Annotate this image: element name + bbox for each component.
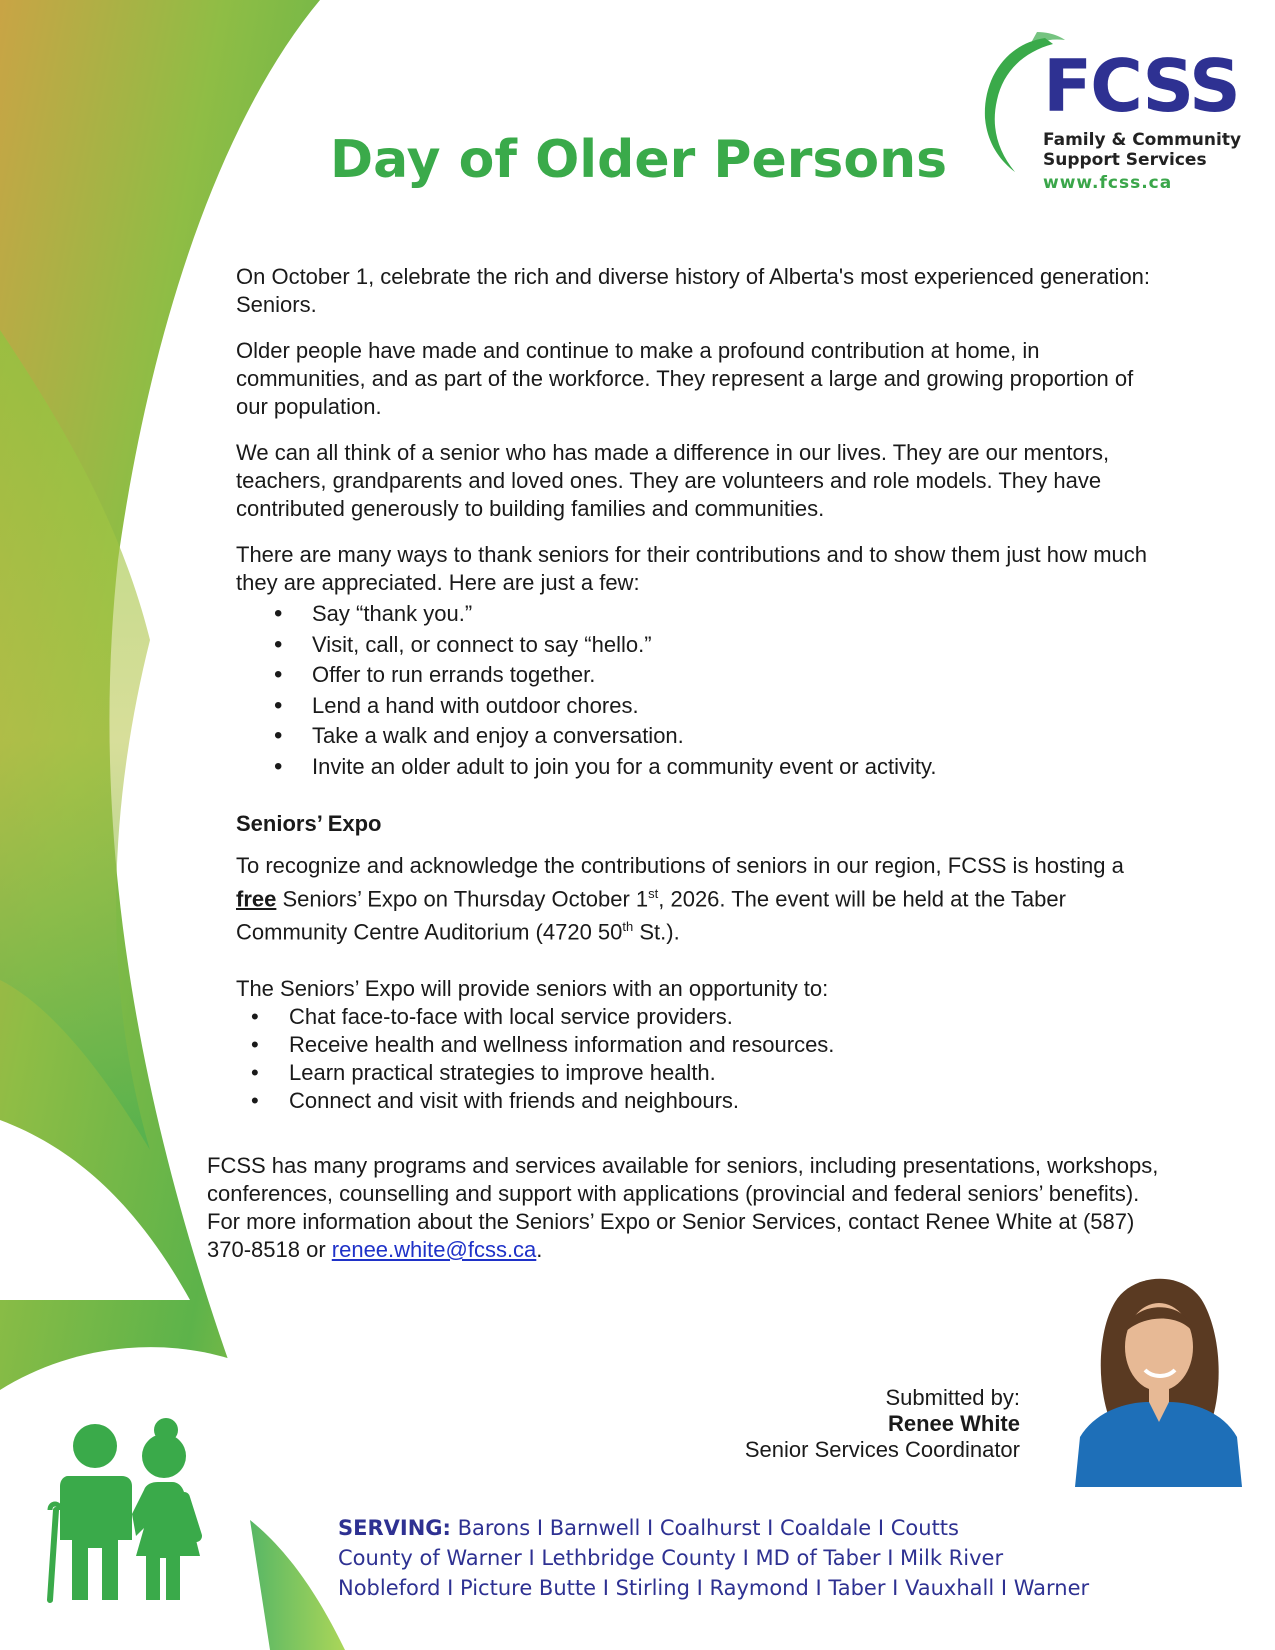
serving-line: Nobleford I Picture Butte I Stirling I Raymond I Taber I Vauxhall I Warner	[338, 1576, 1090, 1600]
submitter-name: Renee White	[887, 1411, 1020, 1436]
expo-intro: The Seniors’ Expo will provide seniors with an opportunity to:	[236, 975, 829, 1001]
ordinal-suffix: th	[622, 919, 634, 935]
list-item: • Connect and visit with friends and neighbours.	[236, 1087, 1161, 1115]
expo-text: Seniors’ Expo on Thursday October 1	[276, 886, 649, 912]
thanks-list	[236, 599, 1161, 782]
intro-paragraph: We can all think of a senior who has made a difference in our lives. They are our mentors, teachers, grandparents and loved ones. They are volunteers and role models. They have contributed generously to building families and communities.	[236, 440, 1110, 521]
closing-text: FCSS has many programs and services available for seniors, including presentations, workshops, conferences, counselling and support with applications (provincial and federal seniors’ benefits). For more information about the Seniors’ Expo or Senior Services, contact Renee White at (587) 370-8518 or	[207, 1153, 1159, 1262]
logo-tagline-line2: Support Services	[1043, 150, 1207, 170]
expo-heading: Seniors’ Expo	[236, 811, 382, 836]
serving-line: County of Warner I Lethbridge County I MD of Taber I Milk River	[338, 1546, 1004, 1570]
free-emphasis: free	[236, 886, 277, 912]
serving-label: SERVING:	[338, 1516, 451, 1540]
ordinal-suffix: st	[648, 886, 659, 901]
expo-text: To recognize and acknowledge the contributions of seniors in our region, FCSS is hosting a	[236, 853, 1124, 878]
page-title: Day of Older Persons	[330, 130, 948, 190]
list-item: • Invite an older adult to join you for a community event or activity.	[236, 752, 1161, 783]
logo-url: www.fcss.ca	[1043, 173, 1173, 193]
serving-line	[338, 1513, 1089, 1543]
closing-end: .	[536, 1237, 543, 1262]
intro-paragraph: On October 1, celebrate the rich and diverse history of Alberta's most experienced generation: Seniors.	[236, 264, 1151, 317]
expo-list	[236, 1003, 1161, 1115]
expo-paragraph	[236, 852, 1161, 947]
list-item: • Receive health and wellness information and resources.	[236, 1031, 1161, 1059]
logo-acronym: FCSS	[1043, 44, 1239, 128]
list-item: • Chat face-to-face with local service providers.	[236, 1003, 1161, 1031]
portrait-photo	[1075, 1262, 1242, 1487]
serving-text: Barons I Barnwell I Coalhurst I Coaldale I Coutts	[450, 1516, 959, 1540]
seniors-couple-icon	[40, 1418, 210, 1603]
intro-paragraph: Older people have made and continue to make a profound contribution at home, in communities, and as part of the workforce. They represent a large and growing proportion of our population.	[236, 338, 1134, 419]
expo-text: St.).	[633, 919, 680, 945]
list-item: • Say “thank you.”	[236, 599, 1161, 630]
submitter-role: Senior Services Coordinator	[744, 1437, 1020, 1462]
intro-paragraph: There are many ways to thank seniors for their contributions and to show them just how much they are appreciated. Here are just a few:	[236, 542, 1147, 595]
submitted-label: Submitted by:	[885, 1385, 1020, 1410]
list-item: • Take a walk and enjoy a conversation.	[236, 721, 1161, 752]
list-item: • Offer to run errands together.	[236, 660, 1161, 691]
logo-tagline-line1: Family & Community	[1043, 130, 1242, 150]
list-item: • Visit, call, or connect to say “hello.”	[236, 630, 1161, 661]
fcss-logo	[975, 30, 1255, 200]
list-item: • Learn practical strategies to improve health.	[236, 1059, 1161, 1087]
expo-text: , 2026. The event will be held at the Taber Community Centre Auditorium (4720 50	[236, 886, 1066, 945]
list-item: • Lend a hand with outdoor chores.	[236, 691, 1161, 722]
email-link[interactable]: renee.white@fcss.ca	[331, 1237, 537, 1262]
serving-areas	[338, 1513, 1089, 1603]
submitted-by-block	[745, 1385, 1020, 1463]
main-content	[236, 263, 1161, 1115]
closing-paragraph	[207, 1152, 1167, 1264]
